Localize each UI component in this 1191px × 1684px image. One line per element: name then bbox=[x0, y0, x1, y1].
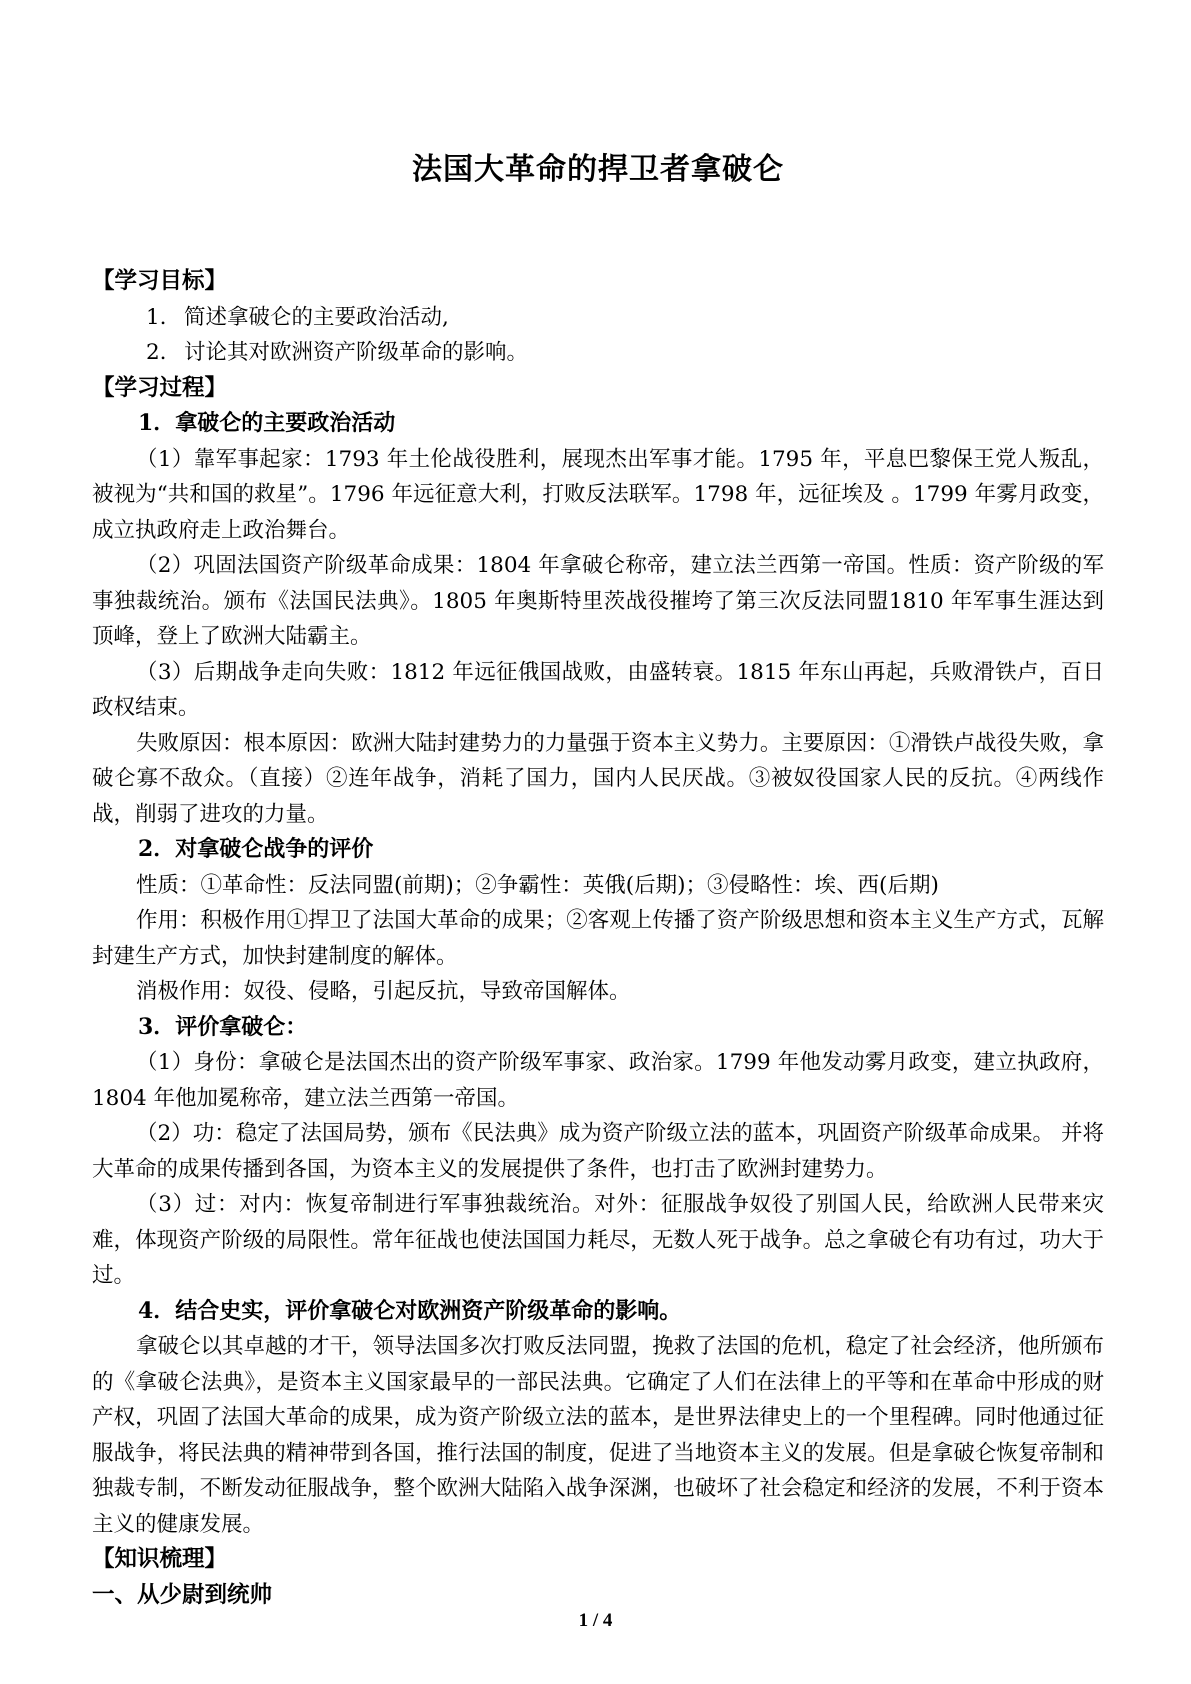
title-spacer bbox=[92, 188, 1104, 264]
paragraph-item1-4: 失败原因：根本原因：欧洲大陆封建势力的力量强于资本主义势力。主要原因：①滑铁卢战役失败，拿破仑寡不敌众。（直接）②连年战争，消耗了国力，国内人民厌战。③被奴役国家人民的反抗。④两线作战，削弱了进攻的力量。 bbox=[92, 730, 1104, 827]
paragraph-item3-3: （3）过：对内：恢复帝制进行军事独裁统治。对外：征服战争奴役了别国人民，给欧洲人民带来灾难，体现资产阶级的局限性。常年征战也使法国国力耗尽，无数人死于战争。总之拿破仑有功有过，功大于过。 bbox=[92, 1192, 1104, 1288]
objective-item-2-number: 2. bbox=[146, 340, 167, 365]
paragraph-item3-2: （2）功：稳定了法国局势，颁布《民法典》成为资产阶级立法的蓝本，巩固资产阶级革命成果。 并将大革命的成果传播到各国，为资本主义的发展提供了条件，也打击了欧洲封建势力。 bbox=[92, 1121, 1104, 1182]
objective-item-1-number: 1. bbox=[146, 304, 167, 330]
objective-item-1-label: 简述拿破仑的主要政治活动, bbox=[184, 304, 449, 330]
objective-item-2 bbox=[92, 335, 1104, 371]
page-title: 法国大革命的捍卫者拿破仑 bbox=[412, 152, 784, 187]
objective-item-1 bbox=[92, 300, 1104, 336]
paragraph-item2-3: 消极作用：奴役、侵略，引起反抗，导致帝国解体。 bbox=[136, 979, 631, 1004]
paragraph-item1-1: （1）靠军事起家：1793 年土伦战役胜利，展现杰出军事才能。1795 年，平息巴黎保王党人叛乱，被视为“共和国的救星”。1796 年远征意大利，打败反法联军。1798 年，远征埃及 。1799 年雾月政变，成立执政府走上政治舞台。 bbox=[92, 446, 1104, 543]
paragraph-item4-1: 拿破仑以其卓越的才干，领导法国多次打败反法同盟，挽救了法国的危机，稳定了社会经济，他所颁布的《拿破仑法典》，是资本主义国家最早的一部民法典。它确定了人们在法律上的平等和在革命中形成的财产权，巩固了法国大革命的成果，成为资产阶级立法的蓝本，是世界法律史上的一个里程碑。同时他通过征服战争，将民法典的精神带到各国，推行法国的制度，促进了当地资本主义的发展。但是拿破仑恢复帝制和独裁专制，不断发动征服战争，整个欧洲大陆陷入战争深渊，也破坏了社会稳定和经济的发展，不利于资本主义的健康发展。 bbox=[92, 1334, 1104, 1537]
paragraph-item2-1: 性质：①革命性：反法同盟(前期)；②争霸性：英俄(后期)；③侵略性：埃、西(后期) bbox=[136, 872, 939, 898]
paragraph-item1-3: （3）后期战争走向失败：1812 年远征俄国战败，由盛转衰。1815 年东山再起，兵败滑铁卢，百日政权结束。 bbox=[92, 659, 1104, 720]
heading-learning-objectives: 【学习目标】 bbox=[92, 268, 228, 294]
paragraph-item1-2: （2）巩固法国资产阶级革命成果：1804 年拿破仑称帝，建立法兰西第一帝国。性质：资产阶级的军事独裁统治。颁布《法国民法典》。1805 年奥斯特里茨战役摧垮了第三次反法同盟1810 年军事生涯达到顶峰，登上了欧洲大陆霸主。 bbox=[92, 553, 1104, 649]
objective-item-2-label: 讨论其对欧洲资产阶级革命的影响。 bbox=[184, 340, 529, 365]
page-number-footer: 1 / 4 bbox=[578, 1610, 613, 1631]
paragraph-item3-1: （1）身份：拿破仑是法国杰出的资产阶级军事家、政治家。1799 年他发动雾月政变，建立执政府，1804 年他加冕称帝，建立法兰西第一帝国。 bbox=[92, 1050, 1104, 1111]
heading-item-1: 1．拿破仑的主要政治活动 bbox=[138, 410, 396, 436]
heading-item-4: 4．结合史实，评价拿破仑对欧洲资产阶级革命的影响。 bbox=[138, 1297, 682, 1324]
heading-knowledge-outline: 【知识梳理】 bbox=[92, 1546, 228, 1572]
heading-item-3: 3．评价拿破仑： bbox=[138, 1013, 308, 1040]
heading-item-2: 2．对拿破仑战争的评价 bbox=[138, 836, 374, 862]
heading-learning-process: 【学习过程】 bbox=[92, 374, 228, 401]
document-body bbox=[92, 0, 1104, 1613]
paragraph-item2-2: 作用：积极作用①捍卫了法国大革命的成果；②客观上传播了资产阶级思想和资本主义生产方式，瓦解封建生产方式，加快封建制度的解体。 bbox=[92, 908, 1104, 969]
heading-knowledge-sub-1: 一、从少尉到统帅 bbox=[92, 1581, 273, 1608]
